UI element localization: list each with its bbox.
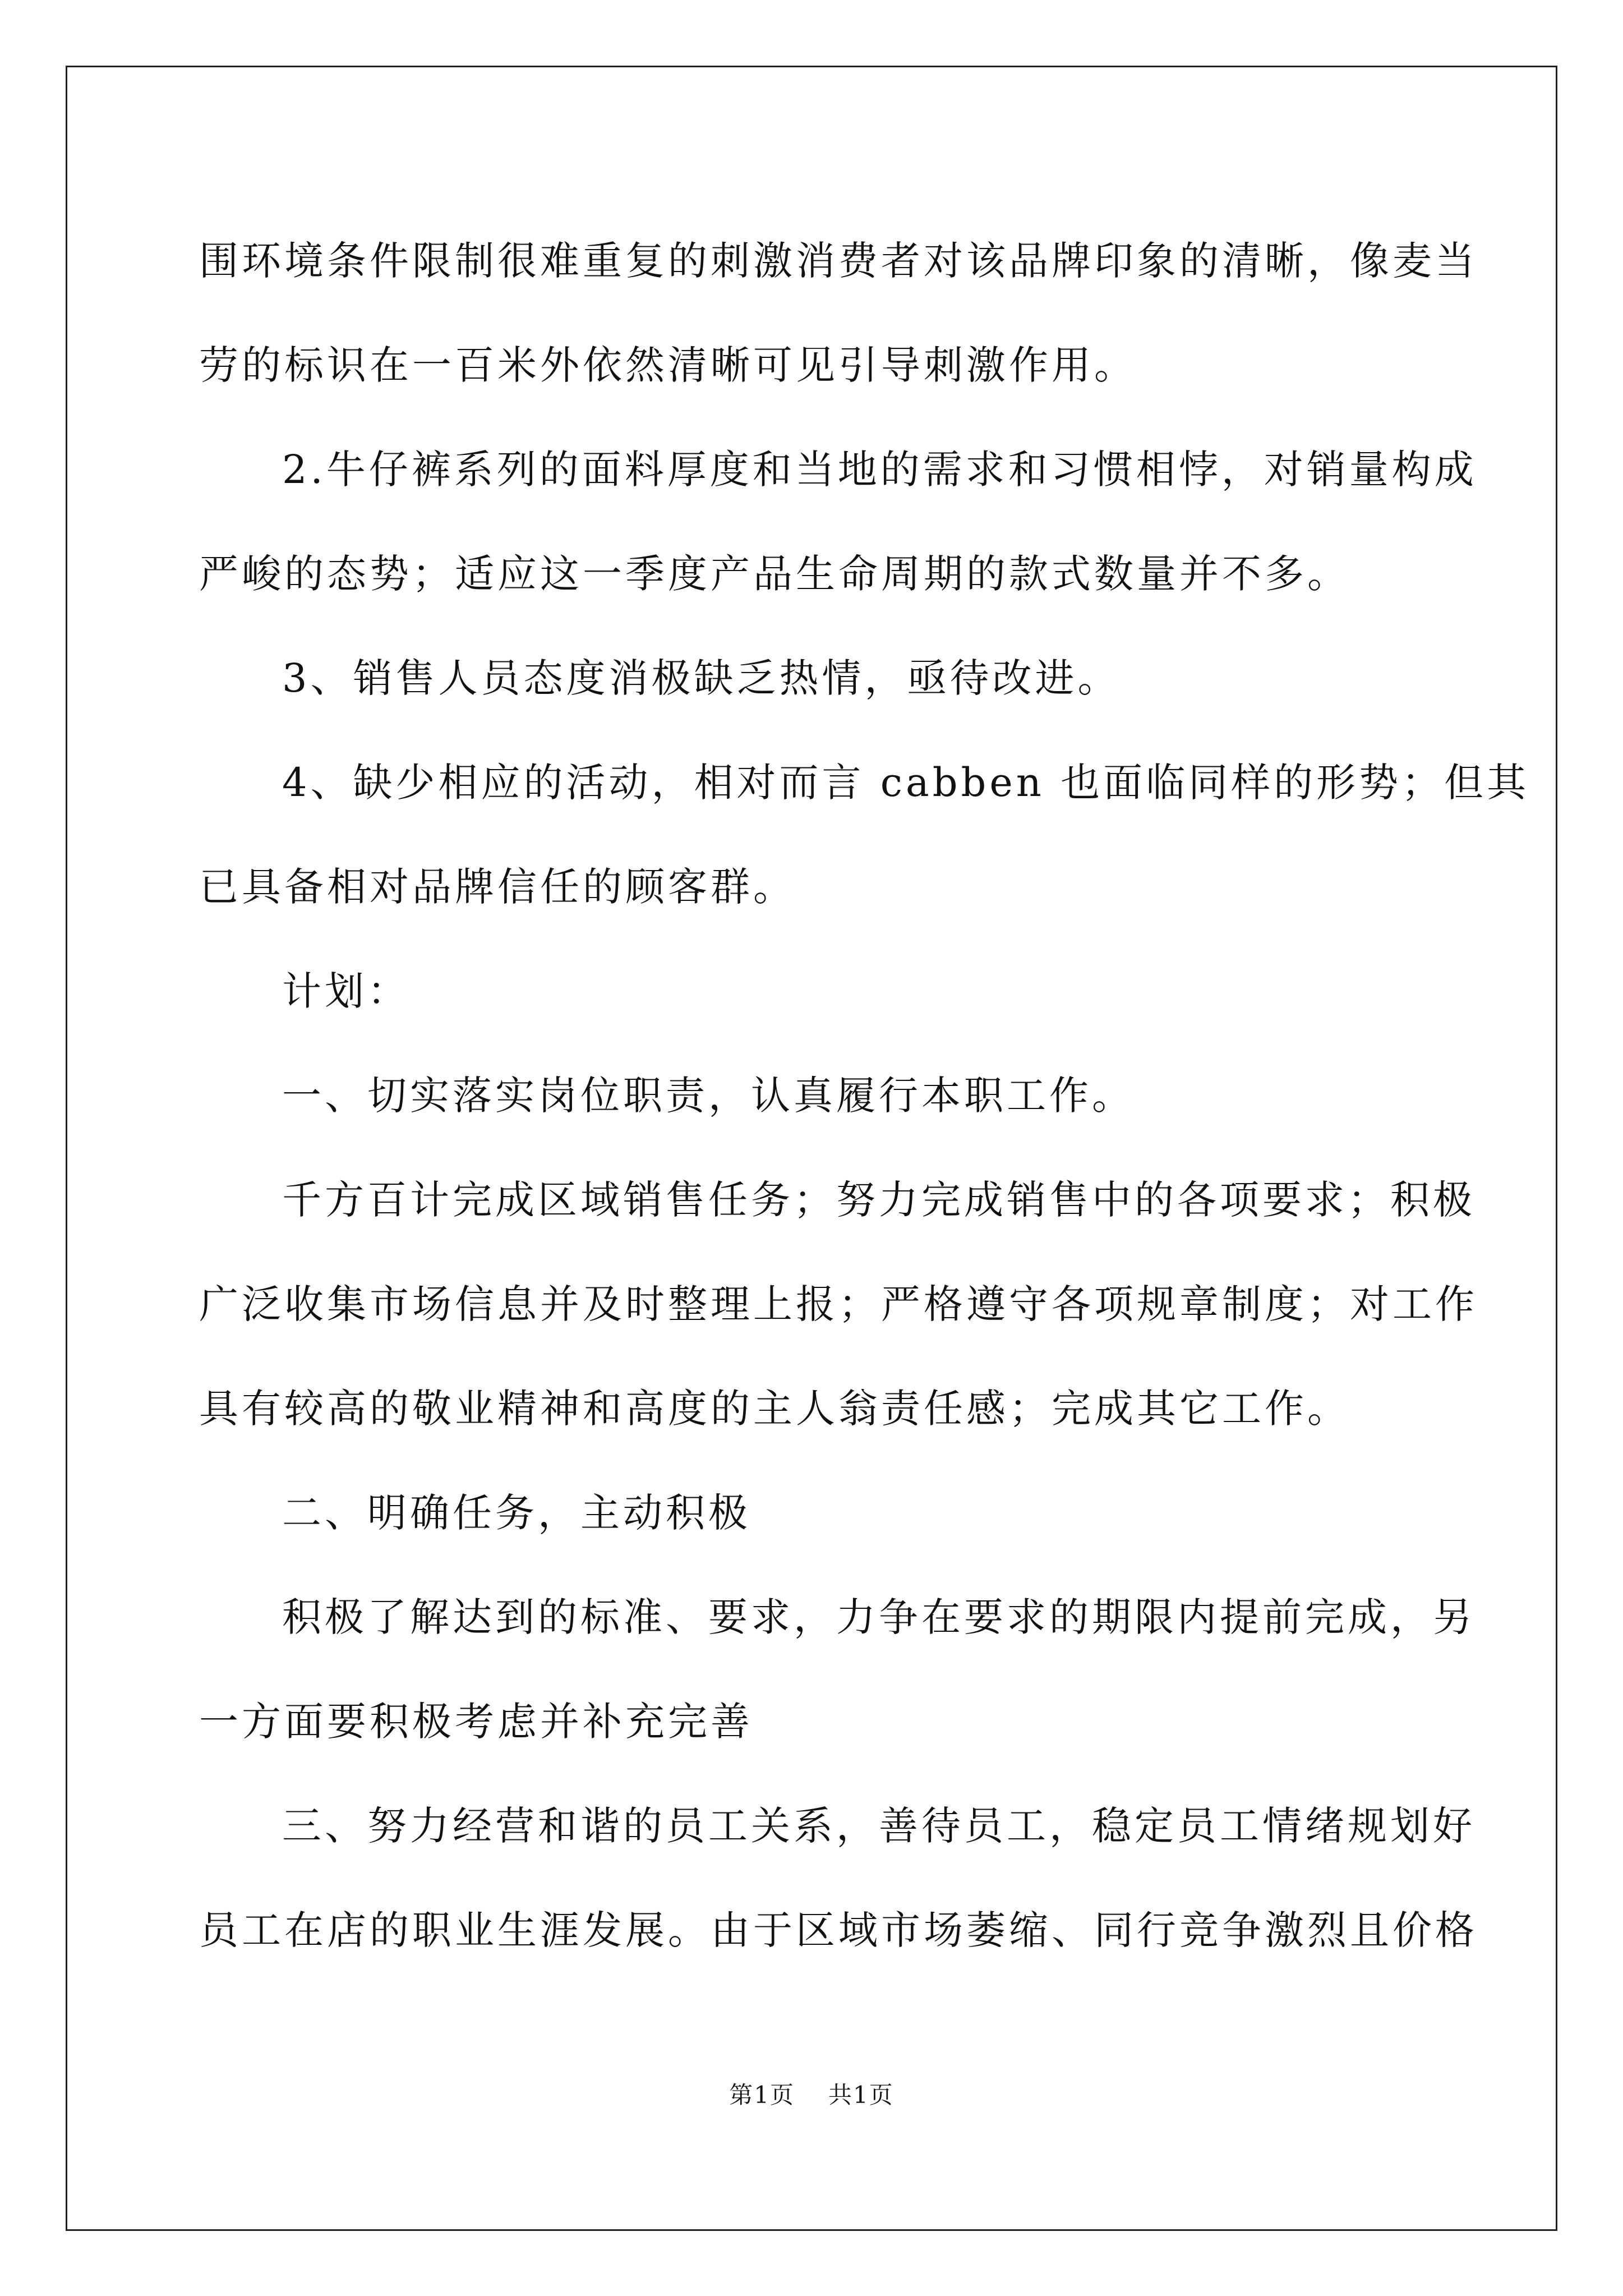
- page-footer: [0, 2077, 1623, 2110]
- document-body: [199, 209, 1530, 1982]
- text-line: 广泛收集市场信息并及时整理上报；严格遵守各项规章制度；对工作: [199, 1281, 1478, 1327]
- text-line: 一、切实落实岗位职责，认真履行本职工作。: [282, 1073, 1135, 1119]
- text-line: 一方面要积极考虑并补充完善: [199, 1699, 753, 1745]
- text-line: 千方百计完成区域销售任务；努力完成销售中的各项要求；积极: [282, 1177, 1476, 1223]
- text-line: 围环境条件限制很难重复的刺激消费者对该品牌印象的清晰，像麦当: [199, 238, 1478, 284]
- text-line: 3、销售人员态度消极缺乏热情，亟待改进。: [282, 655, 1121, 701]
- text-line: 计划：: [282, 968, 410, 1014]
- text-line: 积极了解达到的标准、要求，力争在要求的期限内提前完成，另: [282, 1594, 1476, 1640]
- text-line: 员工在店的职业生涯发展。由于区域市场萎缩、同行竞争激烈且价格: [199, 1907, 1478, 1953]
- text-line: 劳的标识在一百米外依然清晰可见引导刺激作用。: [199, 342, 1137, 388]
- text-line: 2.牛仔裤系列的面料厚度和当地的需求和习惯相悖，对销量构成: [282, 447, 1477, 493]
- page-number-current: 第1页: [729, 2081, 795, 2109]
- text-line: 严峻的态势；适应这一季度产品生命周期的款式数量并不多。: [199, 551, 1350, 597]
- text-line: 二、明确任务，主动积极: [282, 1490, 751, 1536]
- text-line: 4、缺少相应的活动，相对而言 cabben 也面临同样的形势；但其: [282, 760, 1530, 806]
- page-number-total: 共1页: [828, 2081, 894, 2109]
- text-line: 三、努力经营和谐的员工关系，善待员工，稳定员工情绪规划好: [282, 1803, 1476, 1849]
- text-line: 已具备相对品牌信任的顾客群。: [199, 864, 796, 910]
- text-line: 具有较高的敬业精神和高度的主人翁责任感；完成其它工作。: [199, 1386, 1350, 1432]
